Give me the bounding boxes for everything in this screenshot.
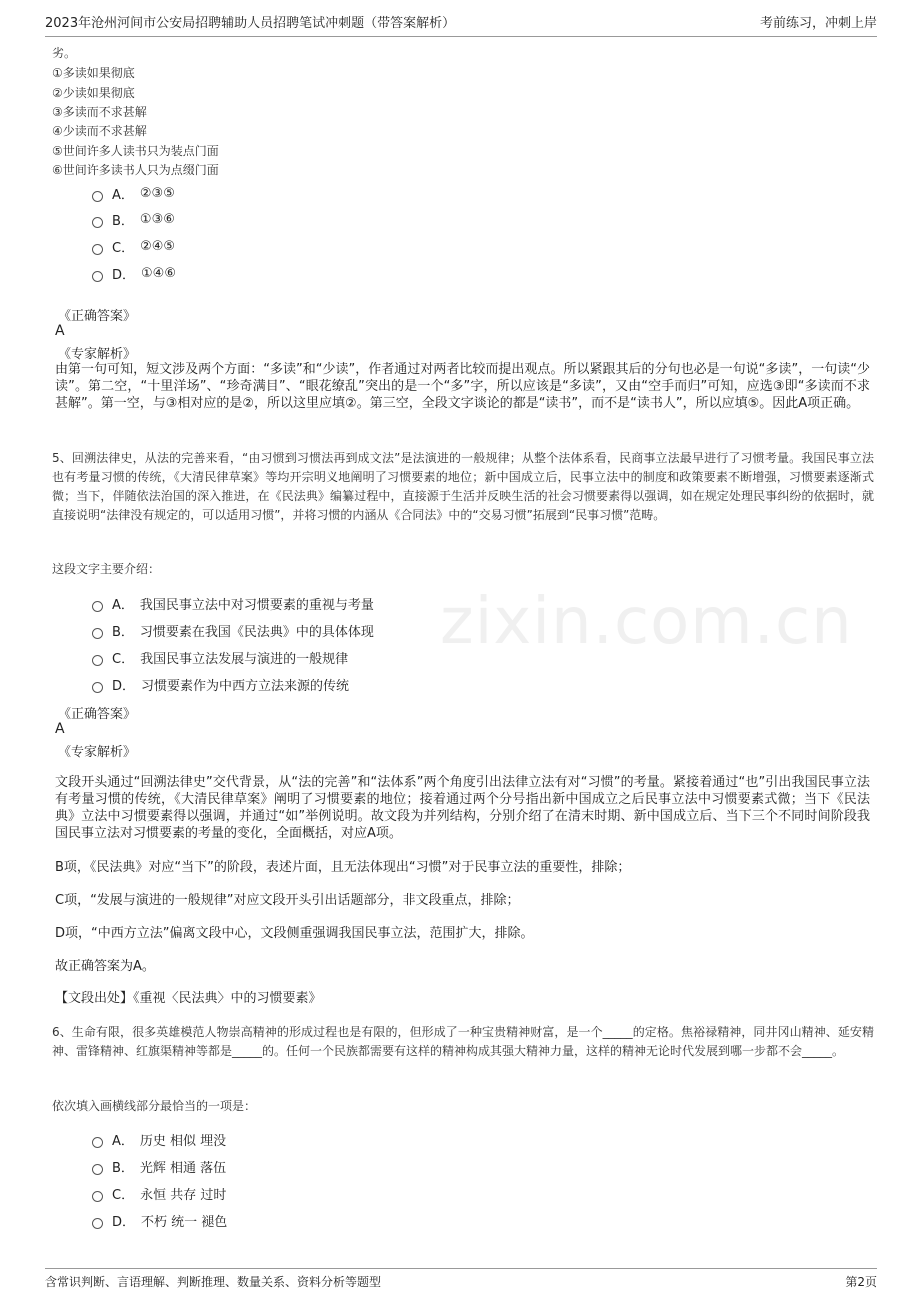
option-letter: B． [112, 214, 134, 229]
radio-button[interactable] [92, 1164, 103, 1175]
option-b[interactable] [92, 210, 175, 229]
option-letter: D． [112, 679, 136, 694]
analysis-label: 《专家解析》 [58, 745, 137, 760]
answer-label: 《正确答案》 [58, 309, 137, 324]
analysis-text: 由第一句可知，短文涉及两个方面：“多读”和“少读”，作者通过对两者比较而提出观点。所以紧跟其后的分句也必是一句说“多读”，一句读“少读”。第二空，“十里洋场”、“珍奇满目”、“眼花缭乱”突出的是一个“多”字，所以应该是“多读”，又由“空手而归”可知，应选③即“多读而不求甚解”。第一空，与③相对应的是②，所以这里应填②。第三空，全段文字谈论的都是“读书”，而不是“读书人”，所以应填⑤。因此A项正确。 [55, 362, 870, 411]
question-stem: 5、回溯法律史，从法的完善来看，“由习惯到习惯法再到成文法”是法演进的一般规律；从整个法体系看，民商事立法最早进行了习惯考量。我国民事立法也有考量习惯的传统，《大清民律草案》等均开宗明义地阐明了习惯要素的地位；新中国成立后，民事立法中的制度和政策要素不断增强，习惯要素逐渐式微；当下，伴随依法治国的深入推进，在《民法典》编纂过程中，直接源于生活并反映生活的社会习惯要素得以强调，如在规定处理民事纠纷的依据时，就直接说明“法律没有规定的，可以适用习惯”，并将习惯的内涵从《合同法》中的“交易习惯”拓展到“民事习惯”范畴。 [52, 451, 874, 522]
radio-button[interactable] [92, 655, 103, 666]
text-line: 劣。 [52, 46, 77, 60]
option-text: 习惯要素在我国《民法典》中的具体体现 [139, 625, 374, 640]
answer-value: A [55, 323, 65, 339]
radio-button[interactable] [92, 601, 103, 612]
analysis-paragraph: 文段开头通过“回溯法律史”交代背景，从“法的完善”和“法体系”两个角度引出法律立法有对“习惯”的考量。紧接着通过“也”引出我国民事立法有考量习惯的传统，《大清民律草案》阐明了习惯要素的地位；接着通过两个分号指出新中国成立之后民事立法中习惯要素式微；当下《民法典》立法中习惯要素得以强调，并通过“如”举例说明。故文段为并列结构，分别介绍了在清末时期、新中国成立后、当下三个不同时间阶段我国民事立法对习惯要素的考量的变化，全面概括，对应A项。 [55, 775, 870, 841]
option-text: 永恒 共存 过时 [140, 1188, 227, 1203]
option-letter: C． [112, 1188, 135, 1203]
question-prompt: 这段文字主要介绍： [52, 562, 161, 576]
option-c[interactable] [92, 648, 348, 667]
watermark: zixin.com.cn [440, 585, 853, 659]
radio-button[interactable] [92, 191, 103, 202]
question-prompt: 依次填入画横线部分最恰当的一项是： [52, 1099, 257, 1113]
option-d[interactable] [92, 675, 349, 694]
analysis-label: 《专家解析》 [58, 347, 137, 362]
option-b[interactable] [92, 1157, 226, 1176]
radio-button[interactable] [92, 628, 103, 639]
option-letter: D． [112, 268, 136, 283]
answer-label: 《正确答案》 [58, 707, 137, 722]
page-number: 第2页 [845, 1275, 877, 1289]
header-slogan: 考前练习，冲刺上岸 [759, 16, 877, 31]
text-line: ⑤世间许多人读书只为装点门面 [52, 144, 219, 158]
option-text: ②③⑤ [139, 186, 175, 201]
option-text: 历史 相似 埋没 [139, 1134, 227, 1149]
option-letter: A． [112, 188, 134, 203]
option-text: 我国民事立法中对习惯要素的重视与考量 [139, 598, 374, 613]
option-letter: C． [112, 652, 135, 667]
document-title: 2023年沧州河间市公安局招聘辅助人员招聘笔试冲刺题（带答案解析） [45, 16, 456, 31]
option-letter: C． [112, 241, 135, 256]
source-citation: 【文段出处】《重视〈民法典〉中的习惯要素》 [55, 991, 322, 1006]
option-a[interactable] [92, 184, 175, 203]
page-header [45, 10, 877, 37]
option-letter: B． [112, 1161, 134, 1176]
option-text: ②④⑤ [140, 239, 176, 254]
radio-button[interactable] [92, 1218, 103, 1229]
option-b[interactable] [92, 621, 374, 640]
option-d[interactable] [92, 1211, 227, 1230]
option-c[interactable] [92, 237, 175, 256]
option-a[interactable] [92, 1130, 226, 1149]
text-line: ⑥世间许多读书人只为点缀门面 [52, 163, 219, 177]
analysis-paragraph: B项，《民法典》对应“当下”的阶段，表述片面，且无法体现出“习惯”对于民事立法的重要性，排除； [55, 860, 631, 875]
option-letter: A． [112, 1134, 134, 1149]
radio-button[interactable] [92, 271, 103, 282]
text-line: ②少读如果彻底 [52, 86, 135, 100]
radio-button[interactable] [92, 1191, 103, 1202]
text-line: ③多读而不求甚解 [52, 105, 147, 119]
radio-button[interactable] [92, 217, 103, 228]
radio-button[interactable] [92, 1137, 103, 1148]
option-text: 光辉 相通 落伍 [139, 1161, 227, 1176]
analysis-paragraph: 故正确答案为A。 [55, 959, 155, 974]
question-stem: 6、生命有限，很多英雄模范人物崇高精神的形成过程也是有限的，但形成了一种宝贵精神财富，是一个_____的定格。焦裕禄精神，同井冈山精神、延安精神、雷锋精神、红旗渠精神等都是_____的。任何一个民族都需要有这样的精神构成其强大精神力量，这样的精神无论时代发展到哪一步都不会_____。 [52, 1025, 874, 1058]
option-a[interactable] [92, 594, 374, 613]
analysis-paragraph: D项，“中西方立法”偏离文段中心，文段侧重强调我国民事立法，范围扩大，排除。 [55, 926, 534, 941]
page-footer [45, 1268, 877, 1293]
option-c[interactable] [92, 1184, 226, 1203]
text-line: ①多读如果彻底 [52, 66, 135, 80]
analysis-paragraph: C项，“发展与演进的一般规律”对应文段开头引出话题部分，非文段重点，排除； [55, 893, 520, 908]
footer-categories: 含常识判断、言语理解、判断推理、数量关系、资料分析等题型 [45, 1275, 382, 1289]
option-text: 习惯要素作为中西方立法来源的传统 [141, 679, 350, 694]
option-d[interactable] [92, 264, 176, 283]
radio-button[interactable] [92, 682, 103, 693]
option-letter: A． [112, 598, 134, 613]
text-line: ④少读而不求甚解 [52, 124, 147, 138]
option-text: 我国民事立法发展与演进的一般规律 [140, 652, 349, 667]
option-text: ①④⑥ [141, 266, 176, 281]
option-text: 不朽 统一 褪色 [141, 1215, 228, 1230]
option-text: ①③⑥ [139, 212, 175, 227]
radio-button[interactable] [92, 244, 103, 255]
option-letter: D． [112, 1215, 136, 1230]
option-letter: B． [112, 625, 134, 640]
answer-value: A [55, 721, 65, 737]
